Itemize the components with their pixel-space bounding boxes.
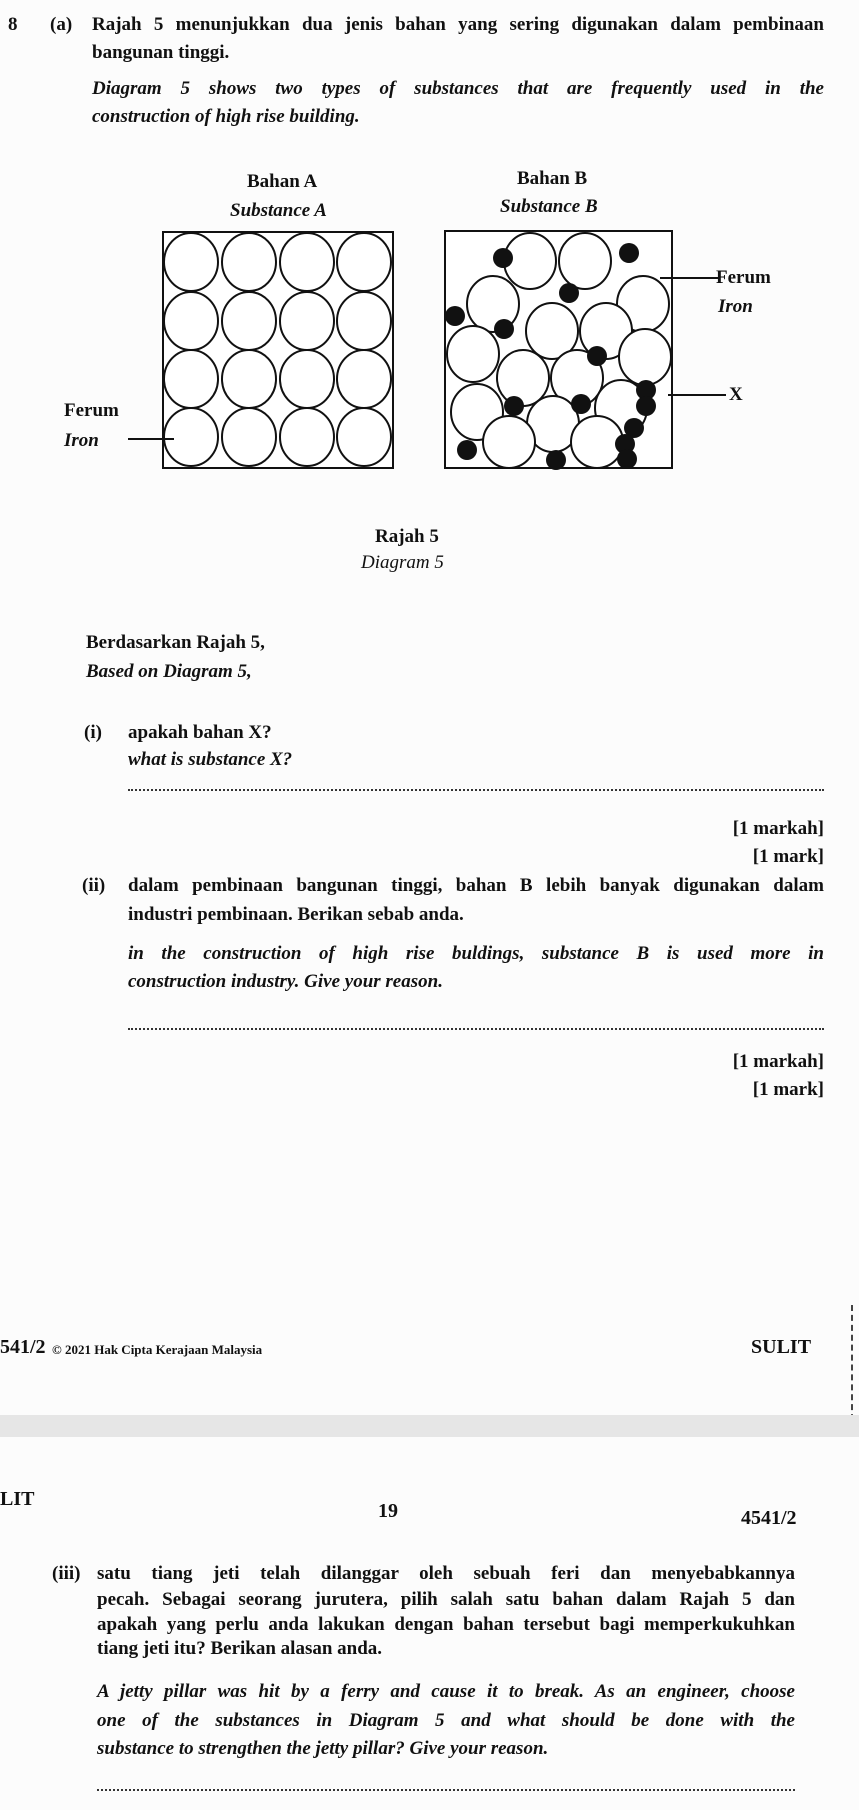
- marks-en: [1 mark]: [752, 846, 824, 867]
- q-iii-ms-line: satu tiang jeti telah dilanggar oleh sebuah feri dan menyebabkannya: [97, 1563, 795, 1584]
- q-iii-en-line: one of the substances in Diagram 5 and what should be done with the: [97, 1710, 795, 1731]
- x-label: X: [729, 384, 743, 405]
- substance-b-title: Bahan B: [517, 168, 588, 189]
- substance-b-diagram: [443, 228, 675, 470]
- q-iii-en-line: A jetty pillar was hit by a ferry and cause it to break. As an engineer, choose: [97, 1681, 795, 1702]
- question-number: 8: [8, 14, 18, 35]
- iron-label-right: Ferum: [716, 267, 771, 288]
- x-pointer-line: [668, 393, 728, 397]
- intro-ms-line: bangunan tinggi.: [92, 42, 230, 63]
- intro-en-line: Diagram 5 shows two types of substances that are frequently used in the: [92, 78, 824, 99]
- marks-en: [1 mark]: [752, 1079, 824, 1100]
- q-ii-ms-line: industri pembinaan. Berikan sebab anda.: [128, 904, 464, 925]
- q-ii-en-line: construction industry. Give your reason.: [128, 971, 443, 992]
- answer-line-i[interactable]: [128, 789, 824, 791]
- marks-ms: [1 markah]: [732, 818, 824, 839]
- q-ii-number: (ii): [82, 875, 106, 896]
- copyright: © 2021 Hak Cipta Kerajaan Malaysia: [52, 1342, 263, 1357]
- q-ii-ms-line: dalam pembinaan bangunan tinggi, bahan B lebih banyak digunakan dalam: [128, 875, 824, 896]
- iron-label-right-en: Iron: [718, 296, 753, 317]
- q-iii-ms-line: apakah yang perlu anda lakukan dengan bahan tersebut bagi memperkukuhkan: [97, 1614, 795, 1635]
- question-part: (a): [50, 14, 73, 35]
- sulit-label-top: LIT: [0, 1488, 35, 1510]
- q-iii-en-line: substance to strengthen the jetty pillar? Give your reason.: [97, 1738, 549, 1759]
- paper-code-top: 4541/2: [741, 1507, 797, 1529]
- intro-ms-line: Rajah 5 menunjukkan dua jenis bahan yang sering digunakan dalam pembinaan: [92, 14, 824, 35]
- iron-label-left-en: Iron: [64, 430, 99, 451]
- substance-a-diagram: [162, 231, 394, 469]
- q-ii-en-line: in the construction of high rise buldings, substance B is used more in: [128, 943, 824, 964]
- substance-b-title-en: Substance B: [500, 196, 598, 217]
- q-i-number: (i): [84, 722, 102, 743]
- based-on-en: Based on Diagram 5,: [86, 661, 252, 682]
- marks-ms: [1 markah]: [732, 1051, 824, 1072]
- q-i-ms: apakah bahan X?: [128, 722, 272, 743]
- answer-line-ii[interactable]: [128, 1028, 824, 1030]
- substance-a-title-en: Substance A: [230, 200, 327, 221]
- q-iii-number: (iii): [52, 1563, 81, 1584]
- page-number: 19: [378, 1500, 398, 1522]
- based-on-ms: Berdasarkan Rajah 5,: [86, 632, 265, 653]
- substance-a-title: Bahan A: [247, 171, 318, 192]
- page-separator: [0, 1415, 859, 1437]
- intro-en-line: construction of high rise building.: [92, 106, 360, 127]
- q-i-en: what is substance X?: [128, 749, 293, 770]
- cut-line: [851, 1305, 853, 1430]
- iron-pointer-line-left: [128, 437, 176, 441]
- diagram-caption-en: Diagram 5: [361, 552, 444, 573]
- paper-code: 541/2: [0, 1336, 46, 1358]
- answer-line-iii[interactable]: [97, 1789, 795, 1791]
- q-iii-ms-line: tiang jeti itu? Berikan alasan anda.: [97, 1638, 383, 1659]
- sulit-label: SULIT: [751, 1336, 812, 1358]
- q-iii-ms-line: pecah. Sebagai seorang jurutera, pilih salah satu bahan dalam Rajah 5 dan: [97, 1589, 795, 1610]
- iron-label-left: Ferum: [64, 400, 119, 421]
- iron-pointer-line: [660, 276, 720, 280]
- diagram-caption: Rajah 5: [375, 526, 439, 547]
